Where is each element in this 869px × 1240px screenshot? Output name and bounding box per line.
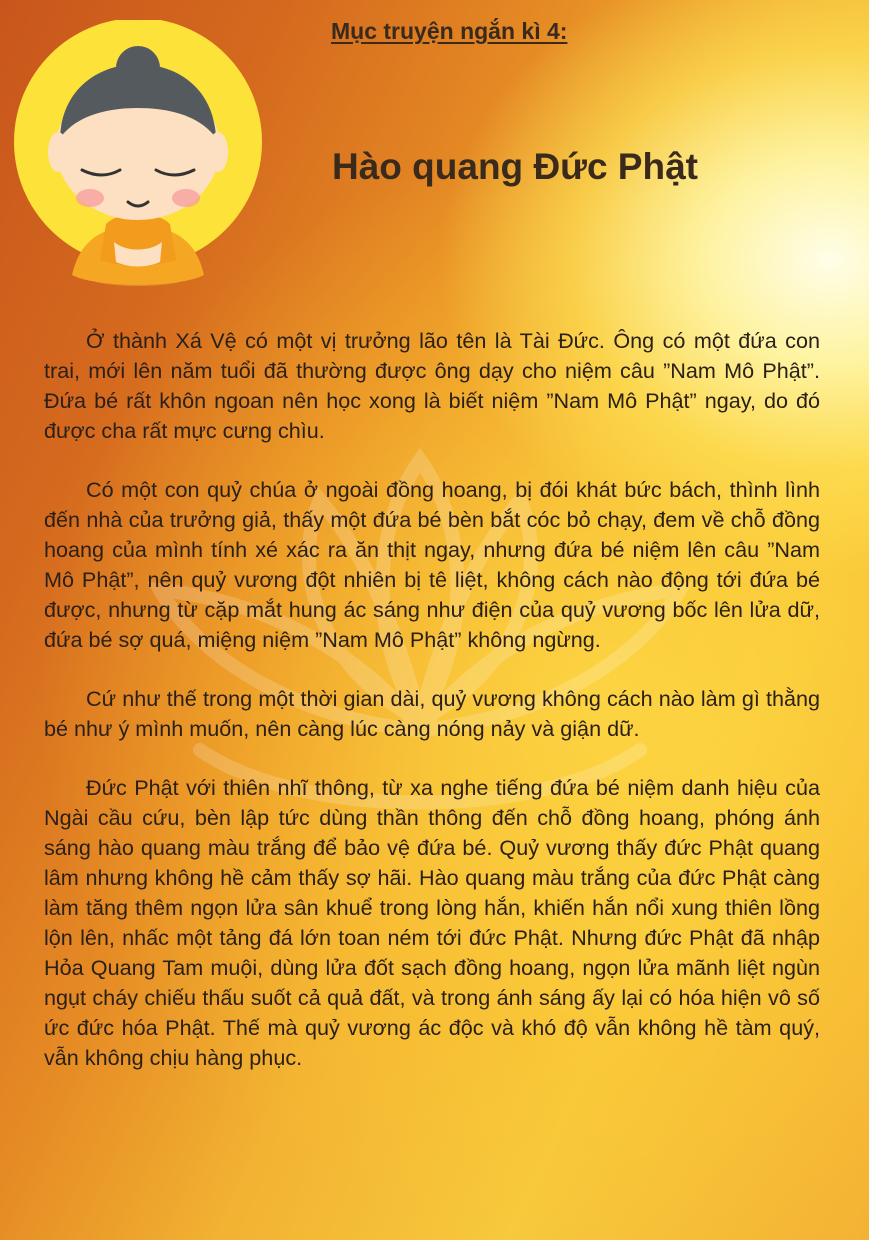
meditating-monk-icon bbox=[10, 20, 266, 300]
story-paragraph: Có một con quỷ chúa ở ngoài đồng hoang, bị đói khát bức bách, thình lình đến nhà của trưởng giả, thấy một đứa bé bèn bắt cóc bỏ chạy, đem về chỗ đồng hoang của mình tính xé xác ra ăn thịt ngay, nhưng đứa bé niệm lên câu ”Nam Mô Phật”, nên quỷ vương đột nhiên bị tê liệt, không cách nào động tới đứa bé được, nhưng từ cặp mắt hung ác sáng như điện của quỷ vương bốc lên lửa dữ, đứa bé sợ quá, miệng niệm ”Nam Mô Phật” không ngừng. bbox=[44, 477, 820, 652]
story-paragraph: Ở thành Xá Vệ có một vị trưởng lão tên là Tài Đức. Ông có một đứa con trai, mới lên năm tuổi đã thường được ông dạy cho niệm câu ”Nam Mô Phật”. Đứa bé rất khôn ngoan nên học xong là biết niệm ”Nam Mô Phật” ngay, do đó được cha rất mực cưng chìu. bbox=[44, 328, 820, 443]
story-body bbox=[44, 326, 820, 1102]
story-paragraph: Cứ như thế trong một thời gian dài, quỷ vương không cách nào làm gì thằng bé như ý mình muốn, nên càng lúc càng nóng nảy và giận dữ. bbox=[44, 686, 820, 741]
page-title: Hào quang Đức Phật bbox=[332, 146, 698, 187]
story-paragraph: Đức Phật với thiên nhĩ thông, từ xa nghe tiếng đứa bé niệm danh hiệu của Ngài cầu cứu, bèn lập tức dùng thần thông đến chỗ đồng hoang, phóng ánh sáng hào quang màu trắng để bảo vệ đứa bé. Quỷ vương thấy đức Phật quang lâm nhưng không hề cảm thấy sợ hãi. Hào quang màu trắng của đức Phật càng làm tăng thêm ngọn lửa sân khuể trong lòng hắn, khiến hắn nổi xung thiên lồng lộn lên, nhấc một tảng đá lớn toan ném tới đức Phật. Nhưng đức Phật đã nhập Hỏa Quang Tam muội, dùng lửa đốt sạch đồng hoang, ngọn lửa mãnh liệt ngùn ngụt cháy chiếu thấu suốt cả quả đất, và trong ánh sáng ấy lại có hóa hiện vô số ức đức hóa Phật. Thế mà quỷ vương ác độc và khó độ vẫn không hề tàm quý, vẫn không chịu hàng phục. bbox=[44, 775, 820, 1070]
series-subtitle: Mục truyện ngắn kì 4: bbox=[331, 18, 568, 44]
